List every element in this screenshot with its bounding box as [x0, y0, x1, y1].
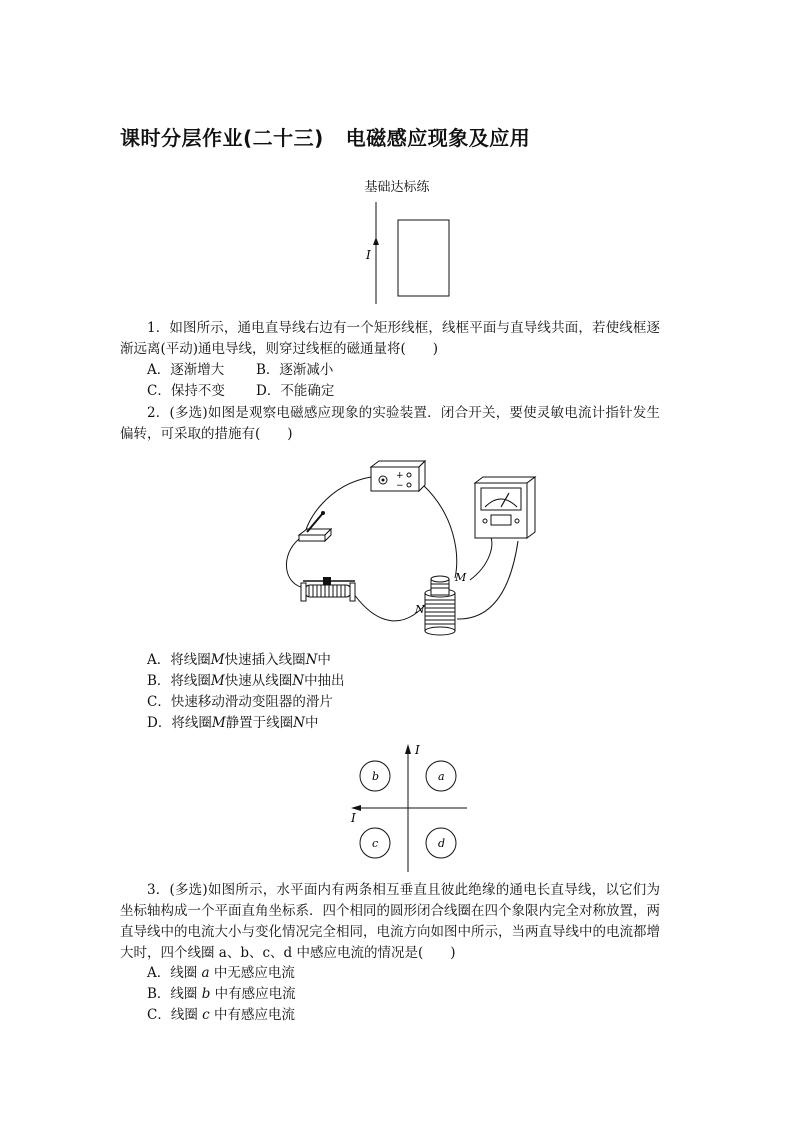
switch [299, 511, 331, 541]
rectangular-loop [398, 220, 449, 296]
coil-m [431, 576, 449, 595]
q2-stem: 2．(多选)如图是观察电磁感应现象的实验装置．闭合开关，要使灵敏电流计指针发生偏转，可采取的措施有( ) [120, 405, 660, 442]
coil-n [425, 589, 455, 635]
q1-option-d: D．不能确定 [256, 383, 335, 399]
plus-label: + [396, 471, 404, 481]
title-part1: 课时分层作业(二十三) [120, 126, 324, 150]
current-label: I [366, 248, 371, 262]
q3-stem: 3．(多选)如图所示，水平面内有两条相互垂直且彼此绝缘的通电长直导线，以它们为坐标轴构成一个平面直角坐标系．四个相同的圆形闭合线圈在四个象限内完全对称放置，两直导线中的电流大小与变化情况完全相同，电流方向如图中所示，当两直导线中的电流都增大时，四个线圈 a、b、c、d 中感应电流的情况是( ) [120, 882, 660, 961]
coil-m-label: M [455, 571, 467, 584]
title-part2: 电磁感应现象及应用 [345, 126, 531, 150]
current-arrow-icon [373, 237, 379, 245]
q2-option-b: B．将线圈M快速从线圈N中抽出 [147, 673, 345, 689]
figure-2-apparatus [285, 455, 545, 645]
q2-option-a: A．将线圈M快速插入线圈N中 [147, 652, 331, 668]
coil-b-label: b [372, 770, 380, 783]
figure-1-wire-and-loop [360, 200, 460, 306]
q3-option-a: A．线圈 a 中无感应电流 [147, 965, 295, 981]
figure-3-crossed-wires [345, 738, 475, 874]
q3-option-b: B．线圈 b 中有感应电流 [147, 986, 296, 1002]
q1-option-a: A．逐渐增大 [147, 362, 225, 378]
coil-c-label: c [372, 837, 379, 850]
vertical-arrow-icon [405, 744, 411, 754]
coil-n-label: N [415, 603, 425, 616]
q1-stem: 1．如图所示，通电直导线右边有一个矩形线框，线框平面与直导线共面，若使线框逐渐远离(平动)通电导线，则穿过线框的磁通量将( ) [120, 320, 660, 357]
q3-option-c: C．线圈 c 中有感应电流 [147, 1007, 295, 1023]
q1-option-c: C．保持不变 [147, 383, 225, 399]
coil-d-label: d [438, 837, 446, 850]
minus-label: − [396, 481, 404, 491]
sliding-rheostat [301, 577, 355, 601]
coil-a-label: a [438, 770, 445, 783]
page-title [120, 122, 530, 151]
section-heading: 基础达标练 [364, 180, 430, 195]
q2-option-c: C．快速移动滑动变阻器的滑片 [147, 694, 333, 710]
horizontal-current-label: I [351, 811, 356, 825]
galvanometer [475, 477, 535, 538]
power-supply [371, 461, 425, 491]
q2-option-d: D．将线圈M静置于线圈N中 [147, 715, 319, 731]
q1-option-b: B．逐渐减小 [256, 362, 334, 378]
vertical-current-label: I [415, 743, 420, 757]
